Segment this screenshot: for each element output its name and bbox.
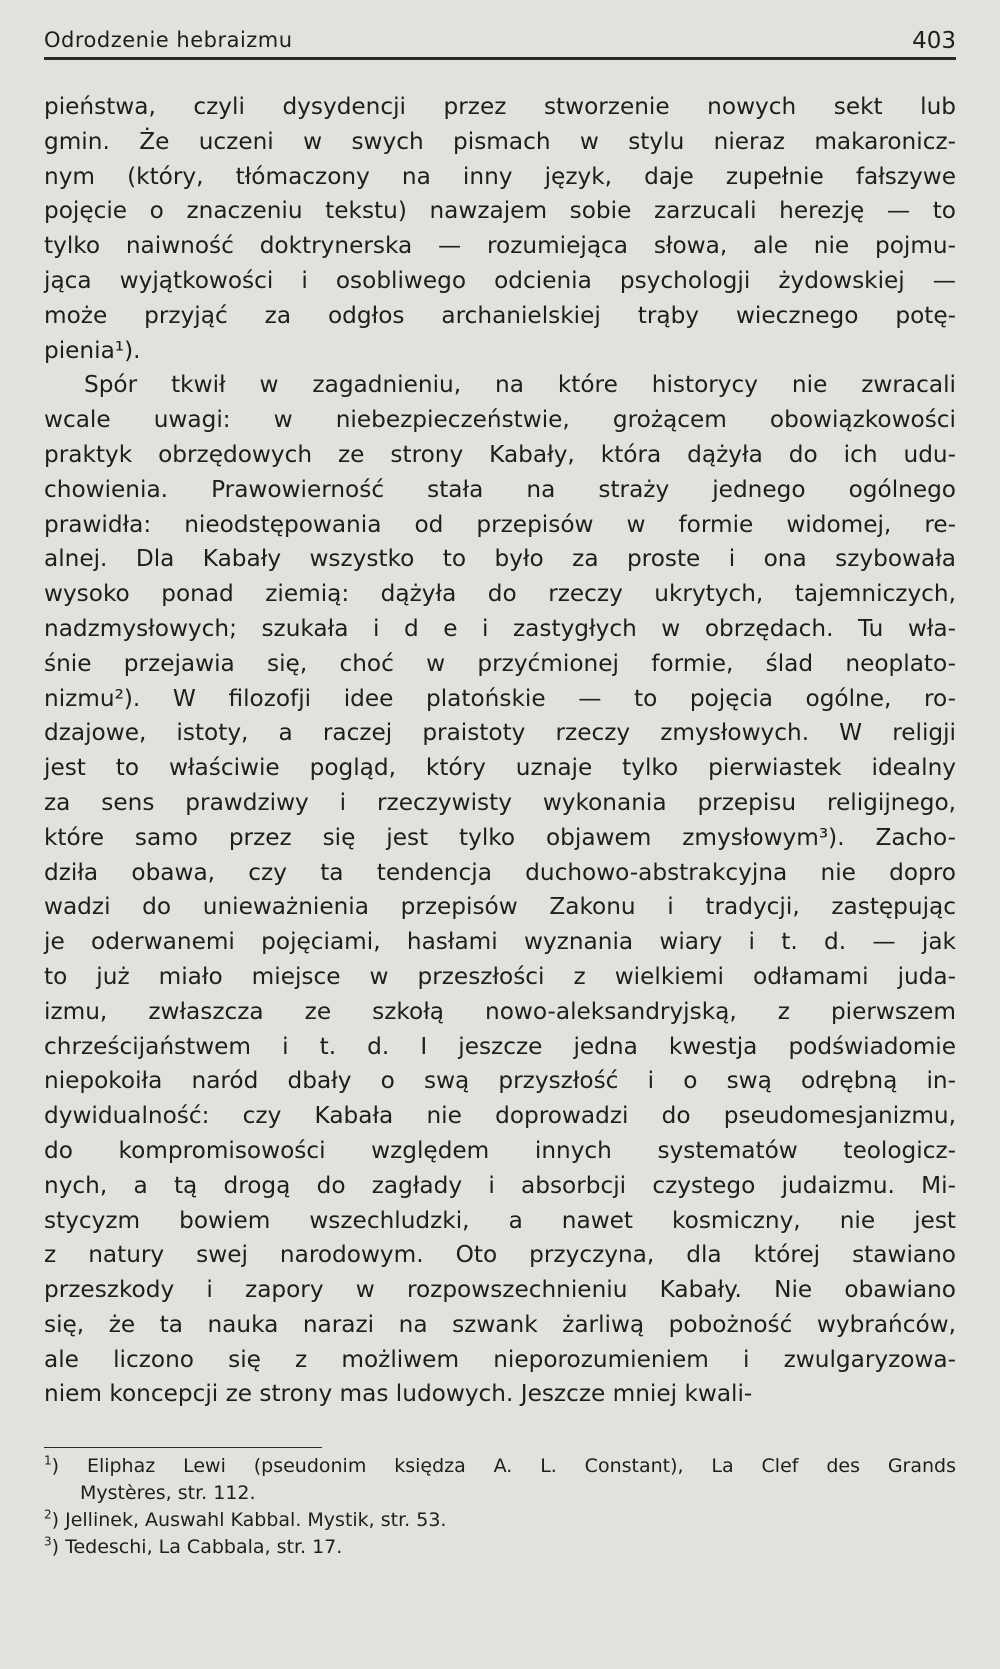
text-line: do kompromisowości względem innych systematów teologicz- bbox=[44, 1136, 956, 1164]
footnote-text: Mystères, str. 112. bbox=[80, 1482, 256, 1504]
text-line: chowienia. Prawowierność stała na straży jednego ogólnego bbox=[44, 475, 956, 503]
text-line: stycyzm bowiem wszechludzki, a nawet kosmiczny, nie jest bbox=[44, 1206, 956, 1234]
footnote-line bbox=[44, 1480, 956, 1507]
text-line: chrześcijaństwem i t. d. I jeszcze jedna kwestja podświadomie bbox=[44, 1032, 956, 1060]
text-line: tylko naiwność doktrynerska — rozumiejąca słowa, ale nie pojmu- bbox=[44, 232, 956, 260]
page-header bbox=[44, 22, 956, 58]
text-line: jąca wyjątkowości i osobliwego odcienia psychologji żydowskiej — bbox=[44, 266, 956, 294]
text-line: pieństwa, czyli dysydencji przez stworzenie nowych sekt lub bbox=[44, 93, 956, 120]
body-text bbox=[44, 90, 956, 1412]
text-line: wysoko ponad ziemią: dążyła do rzeczy ukrytych, tajemniczych, bbox=[44, 580, 956, 608]
text-line: jest to właściwie pogląd, który uznaje tylko pierwiastek idealny bbox=[44, 754, 956, 782]
text-line: Spór tkwił w zagadnieniu, na które historycy nie zwracali bbox=[84, 371, 956, 399]
text-line: to już miało miejsce w przeszłości z wielkiemi odłamami juda- bbox=[44, 962, 956, 990]
text-line: się, że ta nauka narazi na szwank żarliwą pobożność wybrańców, bbox=[44, 1310, 956, 1338]
footnote-text: Eliphaz Lewi (pseudonim księdza A. L. Constant), La Clef des Grands bbox=[86, 1455, 957, 1477]
text-line: śnie przejawia się, choć w przyćmionej formie, ślad neoplato- bbox=[44, 649, 956, 677]
text-line: może przyjąć za odgłos archanielskiej trąby wiecznego potę- bbox=[44, 301, 956, 329]
text-line: nym (który, tłómaczony na inny język, daje zupełnie fałszywe bbox=[44, 162, 956, 190]
text-line: izmu, zwłaszcza ze szkołą nowo-aleksandryjską, z pierwszem bbox=[44, 997, 956, 1025]
text-line: nizmu²). W filozofji idee platońskie — to pojęcia ogólne, ro- bbox=[44, 684, 956, 712]
text-line: niepokoiła naród dbały o swą przyszłość i o swą odrębną in- bbox=[44, 1067, 956, 1095]
footnote-mark: 2 bbox=[44, 1507, 52, 1522]
text-line: pojęcie o znaczeniu tekstu) nawzajem sobie zarzucali herezję — to bbox=[44, 197, 956, 225]
footnotes bbox=[44, 1453, 956, 1561]
text-line: nadzmysłowych; szukała i d e i zastygłych w obrzędach. Tu wła- bbox=[44, 614, 956, 642]
text-line: pienia¹). bbox=[44, 336, 141, 364]
text-line: za sens prawdziwy i rzeczywisty wykonania przepisu religijnego, bbox=[44, 788, 956, 816]
footnote-mark: 3 bbox=[44, 1534, 52, 1549]
footnote-paren: ) bbox=[51, 1509, 66, 1531]
text-line: dzajowe, istoty, a raczej praistoty rzeczy zmysłowych. W religji bbox=[44, 719, 956, 747]
footnote-paren: ) bbox=[51, 1455, 87, 1477]
text-line: ale liczono się z możliwem nieporozumieniem i zwulgaryzowa- bbox=[44, 1345, 956, 1373]
text-line: wcale uwagi: w niebezpieczeństwie, grożącem obowiązkowości bbox=[44, 406, 956, 434]
text-line: dziła obawa, czy ta tendencja duchowo-abstrakcyjna nie dopro bbox=[44, 858, 956, 886]
text-line: niem koncepcji ze strony mas ludowych. Jeszcze mniej kwali- bbox=[44, 1380, 753, 1408]
running-title: Odrodzenie hebraizmu bbox=[44, 28, 293, 52]
text-line: nych, a tą drogą do zagłady i absorbcji czystego judaizmu. Mi- bbox=[44, 1171, 956, 1199]
text-line: je oderwanemi pojęciami, hasłami wyznania wiary i t. d. — jak bbox=[44, 928, 956, 956]
text-line: wadzi do unieważnienia przepisów Zakonu i tradycji, zastępując bbox=[44, 893, 956, 921]
footnote-text: Tedeschi, La Cabbala, str. 17. bbox=[65, 1536, 343, 1558]
footnote-rule bbox=[44, 1447, 322, 1448]
footnote-line bbox=[44, 1453, 956, 1480]
header-rule bbox=[44, 57, 956, 60]
text-line: praktyk obrzędowych ze strony Kabały, która dążyła do ich udu- bbox=[44, 440, 956, 468]
footnote-line bbox=[44, 1507, 956, 1534]
text-line: z natury swej narodowym. Oto przyczyna, dla której stawiano bbox=[44, 1241, 956, 1269]
footnote-paren: ) bbox=[51, 1536, 66, 1558]
footnote-mark: 1 bbox=[44, 1453, 52, 1468]
footnote-line bbox=[44, 1534, 956, 1561]
text-line: dywidualność: czy Kabała nie doprowadzi do pseudomesjanizmu, bbox=[44, 1102, 956, 1130]
text-line: gmin. Że uczeni w swych pismach w stylu nieraz makaronicz- bbox=[44, 127, 956, 155]
text-line: alnej. Dla Kabały wszystko to było za proste i ona szybowała bbox=[44, 545, 956, 573]
footnote-text: Jellinek, Auswahl Kabbal. Mystik, str. 53. bbox=[65, 1509, 447, 1531]
text-line: które samo przez się jest tylko objawem zmysłowym³). Zacho- bbox=[44, 823, 956, 851]
text-line: przeszkody i zapory w rozpowszechnieniu Kabały. Nie obawiano bbox=[44, 1276, 956, 1304]
page-number: 403 bbox=[912, 28, 956, 54]
text-line: prawidła: nieodstępowania od przepisów w formie widomej, re- bbox=[44, 510, 956, 538]
